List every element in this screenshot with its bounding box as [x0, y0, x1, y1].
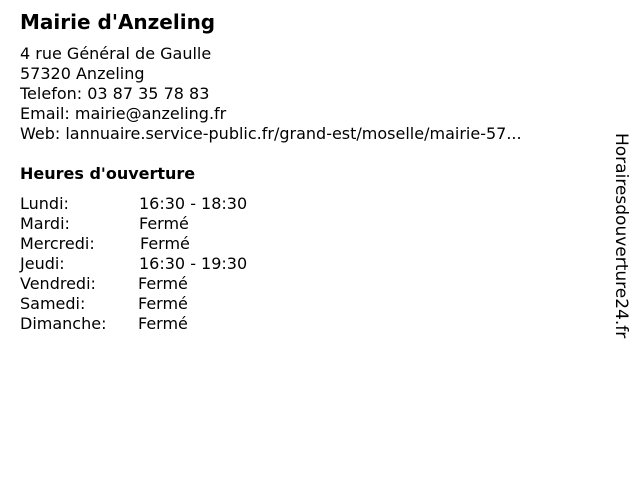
- city-postal-code: 57320 Anzeling: [20, 64, 145, 83]
- page-title: Mairie d'Anzeling: [20, 10, 216, 34]
- hours-value: Fermé: [139, 214, 189, 233]
- watermark-text: Horairesdouverture24.fr: [611, 133, 631, 339]
- opening-hours-heading: Heures d'ouverture: [20, 164, 196, 183]
- address-block: [20, 44, 522, 144]
- hours-value: Fermé: [138, 274, 188, 293]
- site-watermark: [610, 133, 634, 373]
- day-label: Lundi:: [20, 194, 69, 213]
- day-label: Mardi:: [20, 214, 70, 233]
- phone-number: Telefon: 03 87 35 78 83: [20, 84, 210, 103]
- day-label: Vendredi:: [20, 274, 96, 293]
- day-label: Jeudi:: [20, 254, 65, 273]
- day-label: Samedi:: [20, 294, 86, 313]
- hours-value: Fermé: [138, 294, 188, 313]
- hours-value: 16:30 - 19:30: [139, 254, 248, 273]
- website-link: Web: lannuaire.service-public.fr/grand-est/moselle/mairie-57...: [20, 124, 522, 143]
- hours-value: Fermé: [140, 234, 190, 253]
- day-label: Dimanche:: [20, 314, 107, 333]
- day-label: Mercredi:: [20, 234, 95, 253]
- hours-value: 16:30 - 18:30: [139, 194, 248, 213]
- street-address: 4 rue Général de Gaulle: [20, 44, 212, 63]
- email-address: Email: mairie@anzeling.fr: [20, 104, 227, 123]
- hours-value: Fermé: [138, 314, 188, 333]
